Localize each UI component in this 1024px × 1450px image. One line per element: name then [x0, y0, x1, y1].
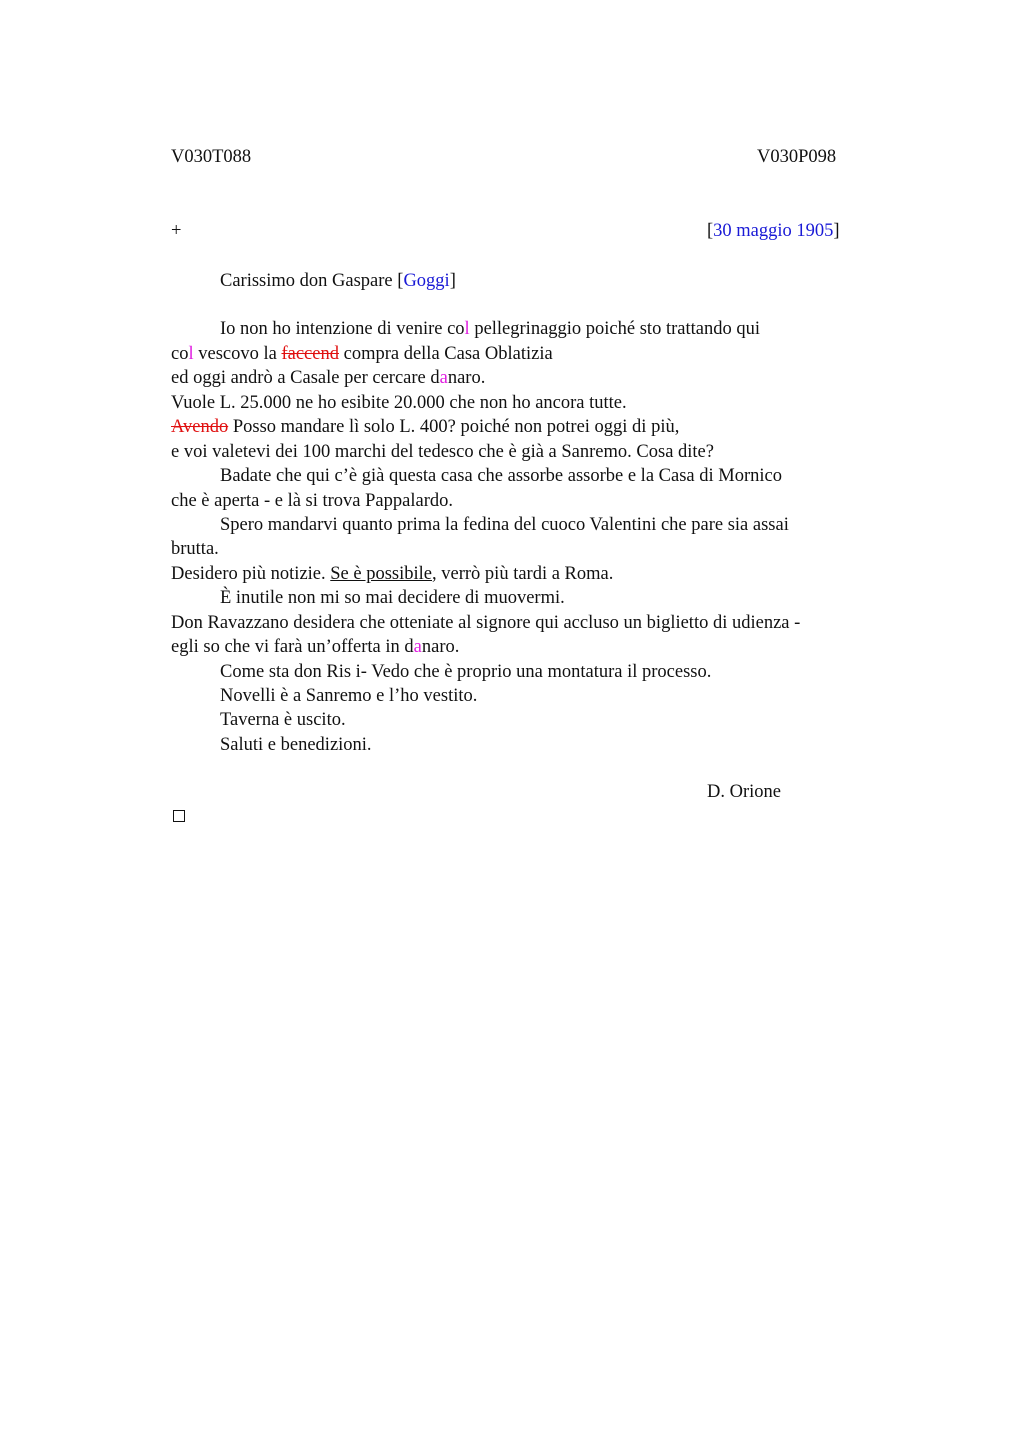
body-line-7: Badate che qui c’è già questa casa che assorbe assorbe e la Casa di Mornico — [220, 466, 782, 486]
body-line-12: È inutile non mi so mai decidere di muovermi. — [220, 588, 565, 608]
body-text: egli so che vi farà un’offerta in d — [171, 637, 414, 657]
body-line-15: Come sta don Ris i- Vedo che è proprio una montatura il processo. — [220, 662, 712, 682]
body-text: naro. — [421, 637, 460, 657]
signature: D. Orione — [707, 782, 781, 802]
body-text: , verrò più tardi a Roma. — [432, 564, 614, 584]
body-text: Io non ho intenzione di venire co — [220, 319, 465, 339]
body-line-4: Vuole L. 25.000 ne ho esibite 20.000 che non ho ancora tutte. — [171, 393, 627, 413]
body-line-14 — [171, 635, 459, 659]
salutation-name: Goggi — [403, 271, 450, 291]
body-line-18: Saluti e benedizioni. — [220, 735, 372, 755]
body-text: ed oggi andrò a Casale per cercare d — [171, 368, 440, 388]
body-text: co — [171, 344, 189, 364]
body-text: naro. — [447, 368, 486, 388]
body-line-1 — [220, 317, 760, 341]
body-line-3 — [171, 366, 485, 390]
body-line-5 — [171, 415, 679, 439]
body-line-8: che è aperta - e là si trova Pappalardo. — [171, 491, 453, 511]
deleted-word: Avendo — [171, 417, 229, 437]
date-text: 30 maggio 1905 — [713, 221, 834, 241]
body-text: compra della Casa Oblatizia — [338, 344, 553, 364]
body-line-9: Spero mandarvi quanto prima la fedina del cuoco Valentini che pare sia assai — [220, 515, 789, 535]
salutation-bracket-close: ] — [449, 271, 456, 291]
date-bracket-close: ] — [833, 221, 840, 241]
body-line-2 — [171, 342, 553, 366]
salutation-text: Carissimo don Gaspare — [220, 271, 398, 291]
body-line-13: Don Ravazzano desidera che otteniate al signore qui accluso un biglietto di udienza - — [171, 613, 801, 633]
correction-letter: a — [413, 637, 422, 657]
salutation-bracket-open: [ — [397, 271, 404, 291]
correction-letter: l — [188, 344, 194, 364]
underlined-text: Se è possibile — [330, 564, 433, 584]
body-line-17: Taverna è uscito. — [220, 710, 346, 730]
correction-letter: l — [464, 319, 470, 339]
body-line-10: brutta. — [171, 539, 219, 559]
correction-letter: a — [439, 368, 448, 388]
letter-date — [707, 221, 840, 242]
body-line-16: Novelli è a Sanremo e l’ho vestito. — [220, 686, 478, 706]
body-text: vescovo la — [193, 344, 282, 364]
body-line-6: e voi valetevi dei 100 marchi del tedesco che è già a Sanremo. Cosa dite? — [171, 442, 714, 462]
body-line-11 — [171, 562, 613, 586]
document-code-left: V030T088 — [171, 147, 252, 167]
body-text: Posso mandare lì solo L. 400? poiché non potrei oggi di più, — [228, 417, 680, 437]
salutation — [220, 269, 456, 293]
date-bracket-open: [ — [707, 221, 714, 241]
document-code-right: V030P098 — [757, 147, 837, 167]
end-box-icon — [173, 810, 185, 822]
cross-mark: + — [171, 221, 182, 241]
deleted-word: faccend — [281, 344, 339, 364]
body-text: Desidero più notizie. — [171, 564, 331, 584]
body-text: pellegrinaggio poiché sto trattando qui — [469, 319, 760, 339]
